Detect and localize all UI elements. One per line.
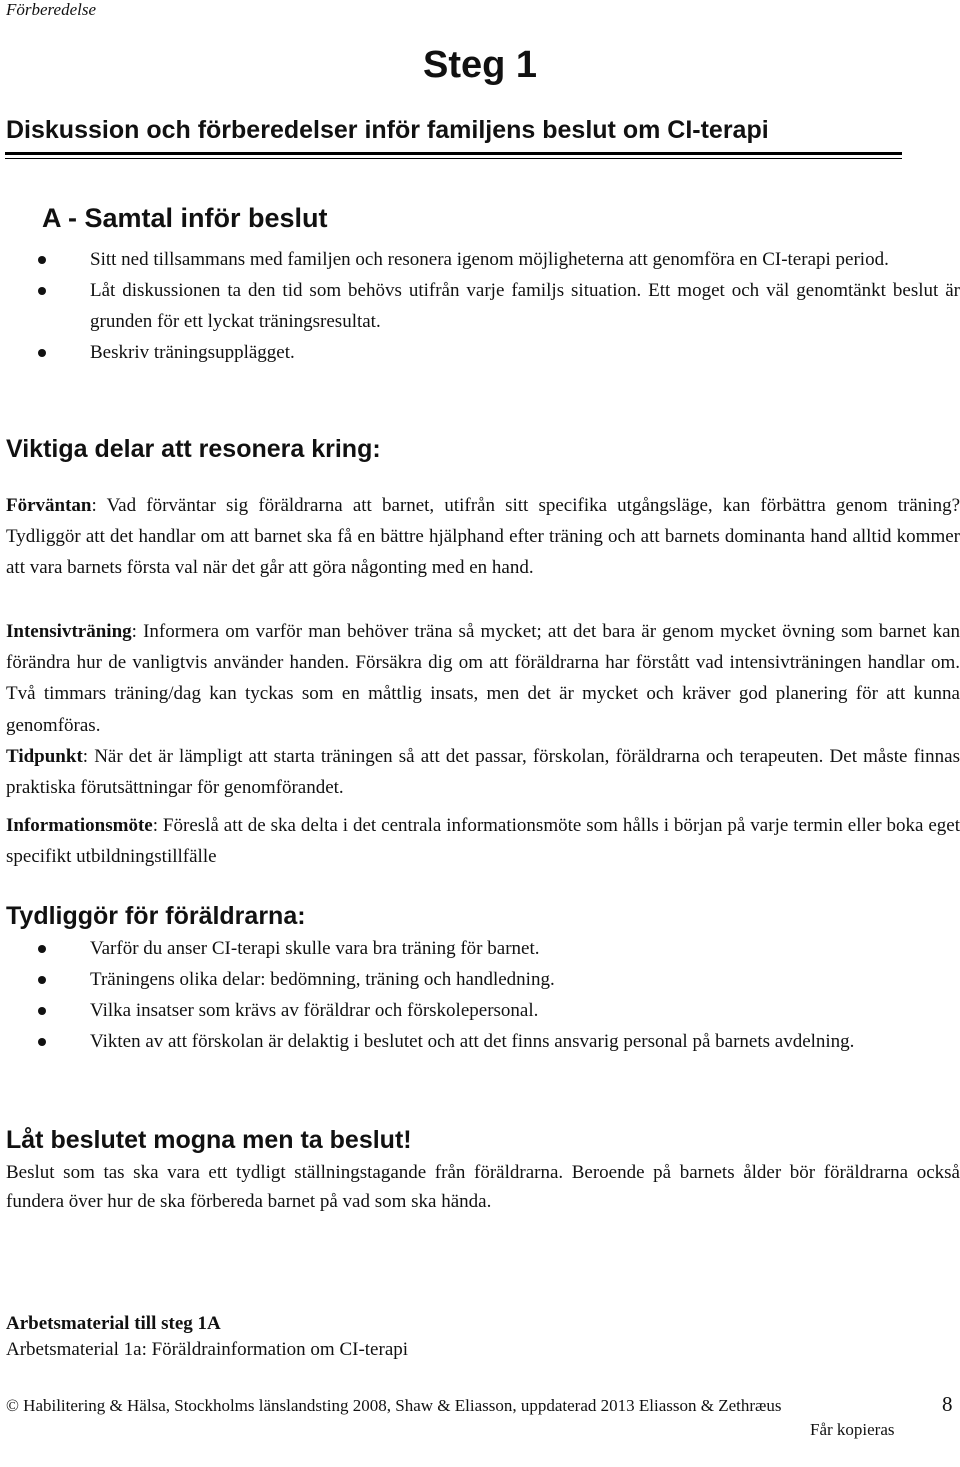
page-subtitle: Diskussion och förberedelser inför familjens beslut om CI-terapi [6, 116, 769, 144]
paragraph-informationsmote [6, 810, 960, 872]
double-rule-bottom [5, 158, 902, 159]
list-item [6, 995, 960, 1026]
list-item-text: Vilka insatser som krävs av föräldrar och förskolepersonal. [90, 1000, 539, 1021]
section-d-heading: Låt beslutet mogna men ta beslut! [6, 1126, 412, 1154]
term-informationsmote: Informationsmöte [6, 815, 153, 836]
section-b-heading: Viktiga delar att resonera kring: [6, 435, 381, 463]
bullet-icon [38, 1007, 46, 1015]
list-item-text: Träningens olika delar: bedömning, träning och handledning. [90, 969, 555, 990]
paragraph-text: : Föreslå att de ska delta i det centrala informationsmöte som hålls i början på varje termin eller boka eget specifikt utbildningstillfälle [6, 815, 960, 868]
list-item-text: Låt diskussionen ta den tid som behövs utifrån varje familjs situation. Ett moget och väl genomtänkt beslut är grunden för ett lyckat träningsresultat. [90, 280, 960, 332]
list-item [6, 1026, 960, 1057]
footer-note: Får kopieras [810, 1420, 895, 1439]
bullet-icon [38, 349, 46, 357]
list-item [6, 275, 960, 337]
bullet-icon [38, 1038, 46, 1046]
list-item-text: Varför du anser CI-terapi skulle vara bra träning för barnet. [90, 938, 540, 959]
section-c-heading: Tydliggör för föräldrarna: [6, 902, 306, 930]
bullet-icon [38, 976, 46, 984]
step-title: Steg 1 [422, 44, 538, 86]
section-c-list [6, 933, 960, 1057]
list-item [6, 337, 960, 368]
bullet-icon [38, 945, 46, 953]
section-a-heading: A - Samtal inför beslut [42, 203, 328, 233]
paragraph-intensivtraning [6, 616, 960, 741]
term-forvantan: Förväntan [6, 495, 92, 516]
term-intensivtraning: Intensivträning [6, 621, 132, 642]
paragraph-tidpunkt [6, 741, 960, 803]
paragraph-text: : Vad förväntar sig föräldrarna att barnet, utifrån sitt specifika utgångsläge, kan förbättra genom träning? Tydliggör att det handlar om att barnet ska få en bättre hjälphand efter träning och att barnets dominanta hand alltid kommer att vara barnets första val när det går att göra någonting med en hand. [6, 495, 960, 579]
section-a-list [6, 244, 960, 368]
paragraph-text: : När det är lämpligt att starta träningen så att det passar, förskolan, föräldrarna och terapeuten. Det måste finnas praktiska förutsättningar för genomförandet. [6, 746, 960, 799]
running-head: Förberedelse [6, 0, 97, 19]
list-item [6, 244, 960, 275]
paragraph-text: : Informera om varför man behöver träna så mycket; att det bara är genom mycket övning som barnet kan förändra hur de vanligtvis använder handen. Försäkra dig om att föräldrarna har förstått vad intensivträningen handlar om. Två timmars träning/dag kan tyckas som en måttlig insats, men det är mycket och kräver god planering för att kunna genomföras. [6, 621, 960, 736]
bullet-icon [38, 287, 46, 295]
list-item-text: Vikten av att förskolan är delaktig i beslutet och att det finns ansvarig personal på barnets avdelning. [90, 1031, 855, 1052]
work-material-title: Arbetsmaterial till steg 1A [6, 1313, 221, 1334]
bullet-icon [38, 256, 46, 264]
work-material-item: Arbetsmaterial 1a: Föräldrainformation om CI-terapi [6, 1339, 409, 1360]
footer-copyright: © Habilitering & Hälsa, Stockholms länslandsting 2008, Shaw & Eliasson, uppdaterad 2013 Eliasson & Zethræus [6, 1396, 782, 1415]
page-number: 8 [942, 1392, 953, 1416]
section-d-paragraph: Beslut som tas ska vara ett tydligt ställningstagande från föräldrarna. Beroende på barnets ålder bör föräldrarna också fundera över hur de ska förbereda barnet på vad som ska hända. [6, 1162, 960, 1212]
double-rule-top [5, 152, 902, 155]
term-tidpunkt: Tidpunkt [6, 746, 83, 767]
list-item-text: Beskriv träningsupplägget. [90, 342, 295, 363]
list-item [6, 964, 960, 995]
paragraph-forvantan [6, 490, 960, 584]
list-item [6, 933, 960, 964]
list-item-text: Sitt ned tillsammans med familjen och resonera igenom möjligheterna att genomföra en CI-terapi period. [90, 249, 889, 270]
